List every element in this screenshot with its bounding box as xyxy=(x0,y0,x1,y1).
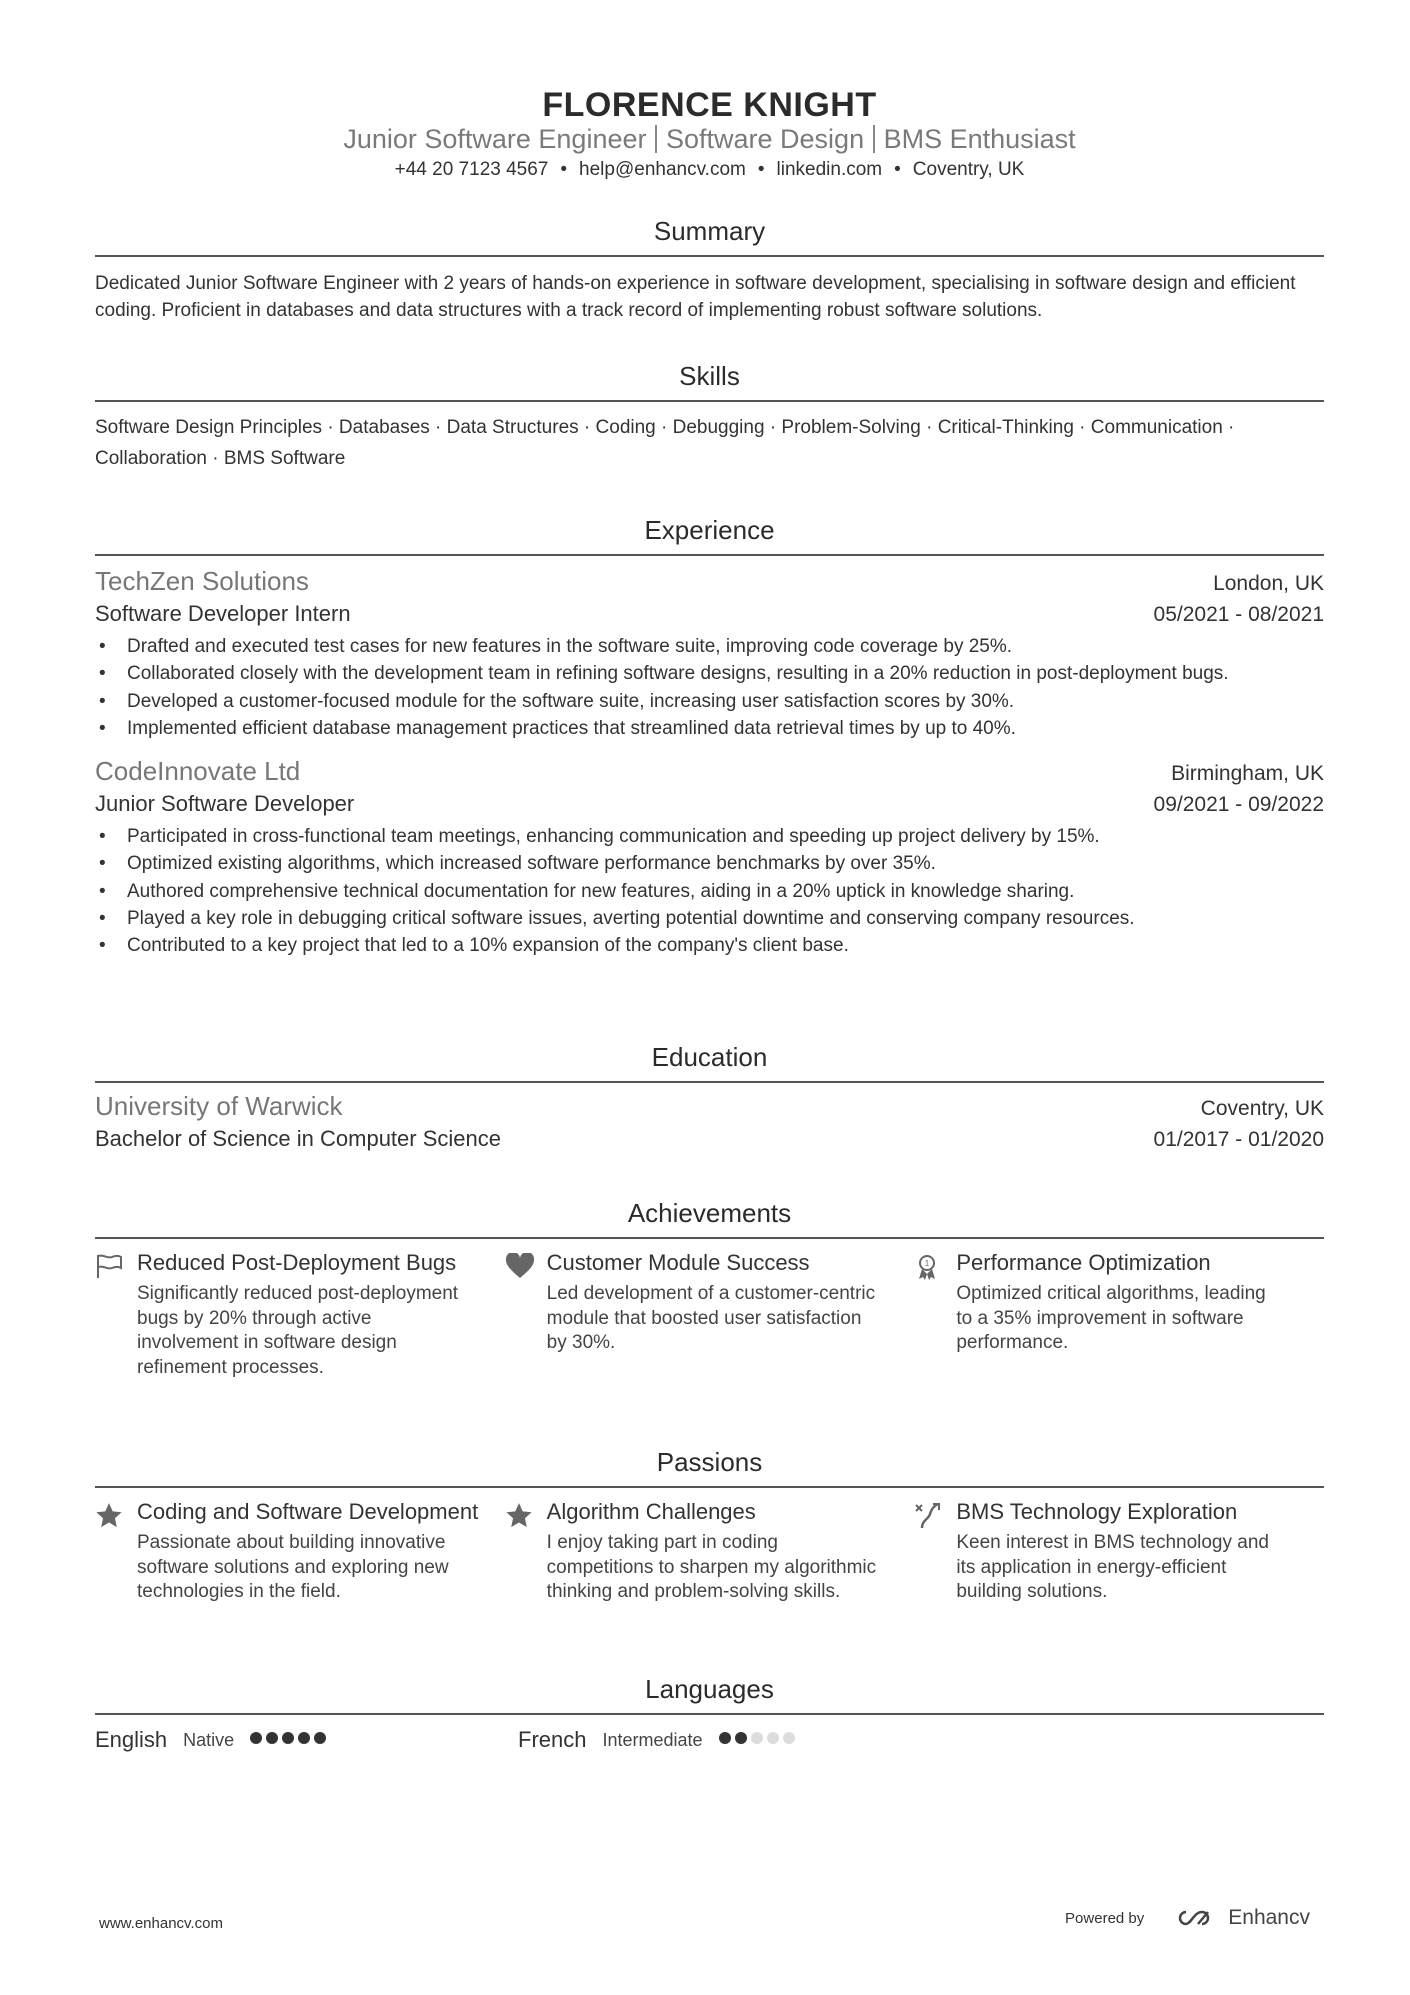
headline-part: BMS Enthusiast xyxy=(883,124,1076,154)
item-title: Coding and Software Development xyxy=(137,1499,479,1524)
language-name: English xyxy=(95,1727,168,1752)
item-description: Passionate about building innovative software solutions and exploring new technologies in the field. xyxy=(137,1532,449,1602)
bullet-item: • Authored comprehensive technical documentation for new features, aiding in a 20% uptick in knowledge sharing. xyxy=(95,878,1324,905)
summary-text: Dedicated Junior Software Engineer with 2 years of hands-on experience in software development, specialising in software design and efficient coding. Proficient in databases and data structures with a track record of implementing robust software solutions. xyxy=(95,273,1296,321)
section-title: Summary xyxy=(95,216,1324,257)
language-item xyxy=(95,1727,518,1753)
powered-by: Powered by xyxy=(1065,1909,1145,1927)
divider xyxy=(873,125,875,153)
item-title: Algorithm Challenges xyxy=(546,1499,756,1524)
passions-item xyxy=(914,1498,1324,1605)
company-name: CodeInnovate Ltd xyxy=(95,756,301,787)
bullet-item: • Optimized existing algorithms, which increased software performance benchmarks by over 35%. xyxy=(95,850,1324,877)
rating-dot xyxy=(250,1732,262,1744)
company-name: TechZen Solutions xyxy=(95,566,309,596)
experience-section xyxy=(95,515,1324,960)
contact-info: +44 20 7123 4567 • help@enhancv.com • linkedin.com • Coventry, UK xyxy=(394,159,1025,180)
bullet-item: • Contributed to a key project that led to a 10% expansion of the company's client base. xyxy=(95,932,1324,959)
job-role: Software Developer Intern xyxy=(95,601,351,626)
brand-name: Enhancv xyxy=(1228,1906,1310,1929)
passions-section xyxy=(95,1447,1324,1605)
item-title: Performance Optimization xyxy=(956,1250,1211,1275)
rating-dot xyxy=(282,1732,294,1744)
headline-part: Junior Software Engineer xyxy=(343,124,647,154)
flag-icon xyxy=(95,1249,137,1380)
section-title: Languages xyxy=(95,1674,1324,1715)
location: Coventry, UK xyxy=(912,159,1025,180)
education-section xyxy=(95,1042,1324,1152)
bullet-item: • Implemented efficient database management practices that streamlined data retrieval times by up to 40%. xyxy=(95,715,1324,742)
job-entry xyxy=(95,566,1324,742)
school-location: Coventry, UK xyxy=(1200,1097,1324,1120)
bullet-item: • Played a key role in debugging critical software issues, averting potential downtime and conserving company resources. xyxy=(95,905,1324,932)
svg-text:1: 1 xyxy=(925,1259,930,1268)
bullet-item: • Participated in cross-functional team meetings, enhancing communication and speeding up project delivery by 15%. xyxy=(95,823,1324,850)
phone: +44 20 7123 4567 xyxy=(394,159,549,180)
rating-dot xyxy=(314,1732,326,1744)
section-title: Education xyxy=(95,1042,1324,1083)
award-icon xyxy=(914,1249,956,1380)
proficiency-rating xyxy=(250,1731,330,1749)
item-description: Optimized critical algorithms, leading to a 35% improvement in software performance. xyxy=(956,1283,1266,1353)
job-location: London, UK xyxy=(1213,572,1324,595)
achievements-item xyxy=(505,1249,915,1380)
candidate-name: FLORENCE KNIGHT xyxy=(542,86,877,124)
job-location: Birmingham, UK xyxy=(1171,762,1324,786)
star-icon xyxy=(505,1498,547,1605)
school-name: University of Warwick xyxy=(95,1091,343,1121)
job-dates: 05/2021 - 08/2021 xyxy=(1153,603,1324,626)
job-role: Junior Software Developer xyxy=(95,791,355,817)
enhancv-logo-icon xyxy=(1172,1906,1220,1930)
divider xyxy=(655,125,657,153)
achievements-item xyxy=(95,1249,505,1380)
item-description: Led development of a customer-centric module that boosted user satisfaction by 30%. xyxy=(546,1283,876,1353)
rating-dot xyxy=(298,1732,310,1744)
language-level: Native xyxy=(183,1729,235,1750)
job-bullets xyxy=(95,823,1324,959)
achievements-item xyxy=(914,1249,1324,1380)
job-bullets xyxy=(95,633,1324,742)
item-title: Customer Module Success xyxy=(546,1250,810,1275)
section-title: Experience xyxy=(95,515,1324,556)
rating-dot xyxy=(735,1732,747,1744)
summary-section xyxy=(95,216,1324,324)
section-title: Skills xyxy=(95,361,1324,402)
passions-item xyxy=(505,1498,915,1605)
achievements-section xyxy=(95,1198,1324,1380)
language-level: Intermediate xyxy=(602,1729,703,1750)
item-description: Significantly reduced post-deployment bugs by 20% through active involvement in software design refinement processes. xyxy=(137,1283,459,1378)
rating-dot xyxy=(719,1732,731,1744)
linkedin-link[interactable]: linkedin.com xyxy=(776,159,883,180)
section-title: Achievements xyxy=(95,1198,1324,1239)
headline-part: Software Design xyxy=(665,124,865,154)
rating-dot xyxy=(266,1732,278,1744)
skills-text: Software Design Principles · Databases · Data Structures · Coding · Debugging · Problem-Solving · Critical-Thinking · Communication · Collaboration · BMS Software xyxy=(95,417,1235,469)
job-entry xyxy=(95,756,1324,959)
rating-dot xyxy=(783,1732,795,1744)
item-description: Keen interest in BMS technology and its application in energy-efficient building solutions. xyxy=(956,1532,1269,1602)
bullet-item: • Drafted and executed test cases for new features in the software suite, improving code coverage by 25%. xyxy=(95,633,1324,660)
headline xyxy=(95,124,1324,155)
item-title: Reduced Post-Deployment Bugs xyxy=(137,1250,457,1275)
footer-website[interactable]: www.enhancv.com xyxy=(99,1915,223,1932)
languages-section xyxy=(95,1674,1324,1753)
star-icon xyxy=(95,1498,137,1605)
footer-branding xyxy=(1065,1906,1310,1930)
education-dates: 01/2017 - 01/2020 xyxy=(1153,1128,1324,1151)
item-description: I enjoy taking part in coding competitions to sharpen my algorithmic thinking and problem-solving skills. xyxy=(546,1532,877,1602)
bullet-item: • Collaborated closely with the development team in refining software designs, resulting in a 20% reduction in post-deployment bugs. xyxy=(95,660,1324,687)
item-title: BMS Technology Exploration xyxy=(956,1499,1238,1524)
route-icon xyxy=(914,1498,956,1605)
rating-dot xyxy=(767,1732,779,1744)
proficiency-rating xyxy=(719,1731,799,1749)
rating-dot xyxy=(751,1732,763,1744)
passions-item xyxy=(95,1498,505,1605)
section-title: Passions xyxy=(95,1447,1324,1488)
language-item xyxy=(518,1727,941,1753)
bullet-item: • Developed a customer-focused module for the software suite, increasing user satisfaction scores by 30%. xyxy=(95,688,1324,715)
job-dates: 09/2021 - 09/2022 xyxy=(1153,793,1324,817)
language-name: French xyxy=(518,1727,587,1752)
email-link[interactable]: help@enhancv.com xyxy=(579,159,746,180)
heart-icon xyxy=(505,1249,547,1380)
skills-section xyxy=(95,361,1324,474)
degree: Bachelor of Science in Computer Science xyxy=(95,1126,501,1151)
